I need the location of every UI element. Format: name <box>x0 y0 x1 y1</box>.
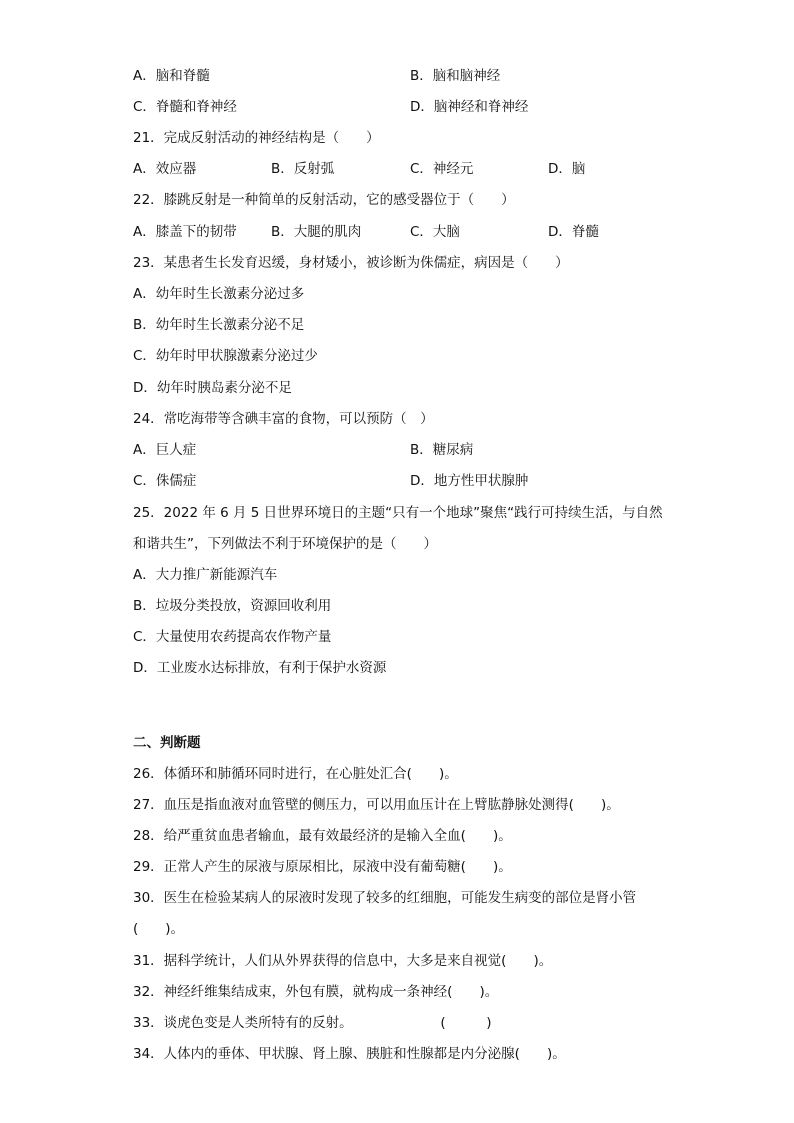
judge-item-31: 31．据科学统计，人们从外界获得的信息中，大多是来自视觉( )。 <box>133 953 553 969</box>
q25-option-c: C．大量使用农药提高农作物产量 <box>133 629 332 645</box>
q20-option-d: D．脑神经和脊神经 <box>410 99 529 115</box>
q20-option-a: A．脑和脊髓 <box>133 68 210 84</box>
q25-option-b: B．垃圾分类投放，资源回收利用 <box>133 598 332 614</box>
q25-option-a: A．大力推广新能源汽车 <box>133 567 278 583</box>
q23-stem: 23．某患者生长发育迟缓，身材矮小，被诊断为侏儒症，病因是（ ） <box>133 255 569 271</box>
judge-item-33: 33．谈虎色变是人类所特有的反射。 ( ) <box>133 1015 492 1031</box>
section-heading: 二、判断题 <box>133 735 201 751</box>
q25-option-d: D．工业废水达标排放，有利于保护水资源 <box>133 660 387 676</box>
q25-stem-line2: 和谐共生”，下列做法不利于环境保护的是（ ） <box>133 536 437 552</box>
q21-option-d: D．脑 <box>548 161 586 177</box>
q23-option-b: B．幼年时生长激素分泌不足 <box>133 317 305 333</box>
q22-option-c: C．大脑 <box>410 224 460 240</box>
judge-item-32: 32．神经纤维集结成束，外包有膜，就构成一条神经( )。 <box>133 984 499 1000</box>
judge-item-29: 29．正常人产生的尿液与原尿相比，尿液中没有葡萄糖( )。 <box>133 859 512 875</box>
q24-stem: 24．常吃海带等含碘丰富的食物，可以预防（ ） <box>133 411 434 427</box>
q20-option-b: B．脑和脑神经 <box>410 68 501 84</box>
q24-option-b: B．糖尿病 <box>410 442 474 458</box>
q24-option-a: A．巨人症 <box>133 442 197 458</box>
q24-option-d: D．地方性甲状腺肿 <box>410 473 529 489</box>
q21-option-a: A．效应器 <box>133 161 197 177</box>
q22-option-d: D．脊髓 <box>548 224 599 240</box>
q21-option-c: C．神经元 <box>410 161 474 177</box>
q25-stem-line1: 25．2022 年 6 月 5 日世界环境日的主题“只有一个地球”聚焦“践行可持续生活，与自然 <box>133 505 663 521</box>
judge-item-30-line1: 30．医生在检验某病人的尿液时发现了较多的红细胞，可能发生病变的部位是肾小管 <box>133 890 637 906</box>
q23-option-a: A．幼年时生长激素分泌过多 <box>133 286 305 302</box>
q23-option-d: D．幼年时胰岛素分泌不足 <box>133 380 292 396</box>
q21-stem: 21．完成反射活动的神经结构是（ ） <box>133 130 380 146</box>
q20-option-c: C．脊髓和脊神经 <box>133 99 237 115</box>
q22-option-a: A．膝盖下的韧带 <box>133 224 237 240</box>
q22-stem: 22．膝跳反射是一种简单的反射活动，它的感受器位于（ ） <box>133 192 515 208</box>
q21-option-b: B．反射弧 <box>271 161 335 177</box>
judge-item-26: 26．体循环和肺循环同时进行，在心脏处汇合( )。 <box>133 766 458 782</box>
judge-item-27: 27．血压是指血液对血管壁的侧压力，可以用血压计在上臂肱静脉处测得( )。 <box>133 797 620 813</box>
q24-option-c: C．侏儒症 <box>133 473 197 489</box>
judge-item-34: 34．人体内的垂体、甲状腺、肾上腺、胰脏和性腺都是内分泌腺( )。 <box>133 1046 566 1062</box>
judge-item-28: 28．给严重贫血患者输血，最有效最经济的是输入全血( )。 <box>133 828 512 844</box>
q23-option-c: C．幼年时甲状腺激素分泌过少 <box>133 348 318 364</box>
judge-item-30-line2: ( )。 <box>133 921 185 937</box>
q22-option-b: B．大腿的肌肉 <box>271 224 362 240</box>
